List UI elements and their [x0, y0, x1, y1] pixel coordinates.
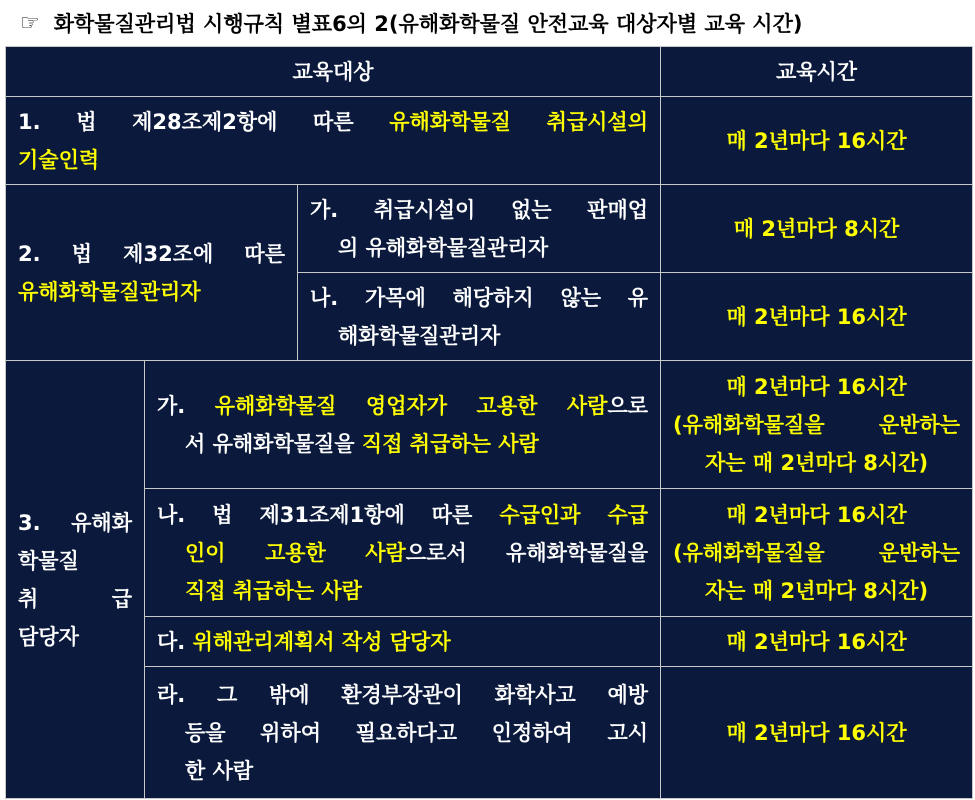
row3b-text1: 나. 법 제31조제1항에 따른 — [157, 502, 500, 527]
row3a-hours-line3: 자는 매 2년마다 8시간) — [705, 450, 929, 475]
row3b-hours-line2: (유해화학물질을 운반하는 — [673, 540, 961, 565]
row2a-line2: 의 유해화학물질관리자 — [338, 235, 549, 260]
row2b-target — [298, 273, 661, 361]
row3-group-line2: 학물질 — [18, 548, 79, 573]
pointing-hand-icon: ☞ — [20, 10, 40, 36]
row3b-highlight1: 수급인과 수급 — [499, 502, 649, 527]
row1-line2: 기술인력 — [18, 147, 100, 172]
table-row — [6, 185, 973, 273]
row3d-line2: 등을 위하여 필요하다고 인정하여 고시 — [185, 720, 649, 745]
row1-highlight: 유해화학물질 취급시설의 — [389, 109, 649, 134]
row2a-hours: 매 2년마다 8시간 — [661, 185, 973, 273]
row3a-hours — [661, 361, 973, 489]
row3a-highlight2: 직접 취급하는 사람 — [361, 431, 539, 456]
header-hours: 교육시간 — [661, 47, 973, 97]
row2a-target — [298, 185, 661, 273]
row3a-hours-line1: 매 2년마다 16시간 — [726, 374, 907, 399]
header-row — [6, 47, 973, 97]
table-row — [6, 489, 973, 617]
row2b-hours: 매 2년마다 16시간 — [661, 273, 973, 361]
row3-group-line3: 취 급 — [18, 586, 132, 611]
row3c-hours: 매 2년마다 16시간 — [661, 617, 973, 667]
table-row — [6, 667, 973, 799]
row3d-target — [145, 667, 661, 799]
row3c-label: 다. — [157, 629, 193, 654]
row3d-line3: 한 사람 — [185, 758, 254, 783]
row3a-label: 가. — [157, 393, 215, 418]
row2b-line1: 나. 가목에 해당하지 않는 유 — [310, 285, 649, 310]
page-title — [0, 0, 975, 46]
row2b-line2: 해화학물질관리자 — [338, 323, 501, 348]
row3-group-line4: 담당자 — [18, 624, 79, 649]
row3b-highlight3: 직접 취급하는 사람 — [185, 578, 362, 603]
row3c-target — [145, 617, 661, 667]
row2-group — [6, 185, 298, 361]
row3-group — [6, 361, 145, 799]
title-text: 화학물질관리법 시행규칙 별표6의 2(유해화학물질 안전교육 대상자별 교육 시간) — [53, 12, 803, 36]
row3a-text1: 으로 — [607, 393, 649, 418]
education-hours-table — [5, 46, 973, 799]
table-row — [6, 617, 973, 667]
row1-hours: 매 2년마다 16시간 — [661, 97, 973, 185]
row3d-line1: 라. 그 밖에 환경부장관이 화학사고 예방 — [157, 682, 649, 707]
row3b-hours-line1: 매 2년마다 16시간 — [726, 502, 907, 527]
row3a-target — [145, 361, 661, 489]
row3c-highlight: 위해관리계획서 작성 담당자 — [192, 629, 451, 654]
row3b-text2: 으로서 유해화학물질을 — [405, 540, 649, 565]
row2-group-line2: 유해화학물질관리자 — [18, 279, 201, 304]
row3-group-line1: 3. 유해화 — [18, 510, 132, 535]
row3b-highlight2: 인이 고용한 사람 — [185, 540, 406, 565]
row2-group-line1: 2. 법 제32조에 따른 — [18, 241, 285, 266]
row3a-text2: 서 유해화학물질을 — [185, 431, 362, 456]
row3a-highlight1: 유해화학물질 영업자가 고용한 사람 — [214, 393, 608, 418]
header-target: 교육대상 — [6, 47, 661, 97]
row3b-target — [145, 489, 661, 617]
row1-target — [6, 97, 661, 185]
table-row — [6, 361, 973, 489]
row3d-hours: 매 2년마다 16시간 — [661, 667, 973, 799]
row3b-hours-line3: 자는 매 2년마다 8시간) — [705, 578, 929, 603]
row3a-hours-line2: (유해화학물질을 운반하는 — [673, 412, 961, 437]
row3b-hours — [661, 489, 973, 617]
table-row — [6, 97, 973, 185]
row1-prefix: 1. 법 제28조제2항에 따른 — [18, 109, 390, 134]
row2a-line1: 가. 취급시설이 없는 판매업 — [310, 197, 649, 222]
